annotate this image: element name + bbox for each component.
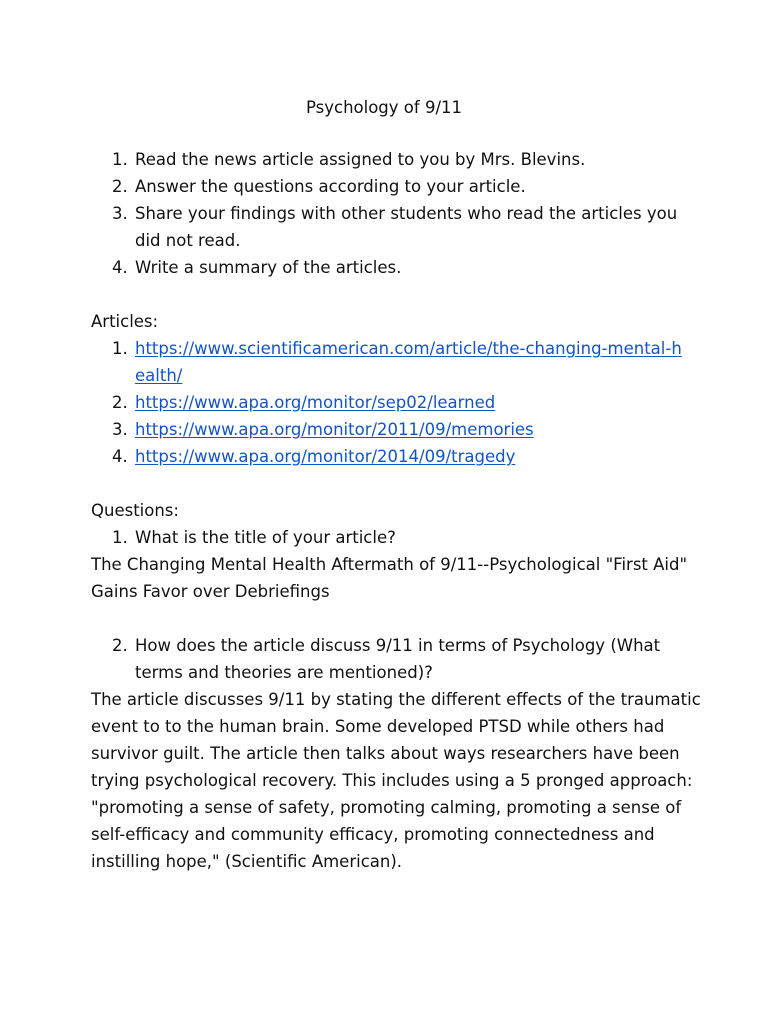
- instruction-text: Write a summary of the articles.: [135, 258, 402, 277]
- instruction-text: Share your findings with other students who read the articles you: [135, 204, 678, 223]
- question-text-continued: terms and theories are mentioned)?: [135, 663, 433, 682]
- article-link-apa-memories[interactable]: https://www.apa.org/monitor/2011/09/memories: [135, 420, 534, 439]
- answer-text: survivor guilt. The article then talks about ways researchers have been: [91, 744, 680, 763]
- answer-text: Gains Favor over Debriefings: [91, 582, 330, 601]
- article-number: 4.: [112, 447, 128, 466]
- question-number: 2.: [112, 636, 128, 655]
- article-number: 1.: [112, 339, 128, 358]
- articles-heading: Articles:: [91, 312, 159, 331]
- instruction-number: 1.: [112, 150, 128, 169]
- instruction-number: 4.: [112, 258, 128, 277]
- answer-text: event to to the human brain. Some developed PTSD while others had: [91, 717, 665, 736]
- instruction-text: Answer the questions according to your article.: [135, 177, 526, 196]
- answer-text: self-efficacy and community efficacy, promoting connectedness and: [91, 825, 655, 844]
- instruction-text: Read the news article assigned to you by Mrs. Blevins.: [135, 150, 586, 169]
- question-text: How does the article discuss 9/11 in terms of Psychology (What: [135, 636, 661, 655]
- answer-text: "promoting a sense of safety, promoting calming, promoting a sense of: [91, 798, 682, 817]
- article-link-apa-tragedy[interactable]: https://www.apa.org/monitor/2014/09/tragedy: [135, 447, 516, 466]
- answer-text: trying psychological recovery. This includes using a 5 pronged approach:: [91, 771, 693, 790]
- questions-heading: Questions:: [91, 501, 179, 520]
- answer-text: instilling hope," (Scientific American).: [91, 852, 403, 871]
- question-text: What is the title of your article?: [135, 528, 396, 547]
- article-number: 2.: [112, 393, 128, 412]
- instruction-number: 3.: [112, 204, 128, 223]
- instruction-number: 2.: [112, 177, 128, 196]
- answer-text: The Changing Mental Health Aftermath of 9/11--Psychological "First Aid": [91, 555, 688, 574]
- article-link-apa-learned[interactable]: https://www.apa.org/monitor/sep02/learned: [135, 393, 496, 412]
- question-number: 1.: [112, 528, 128, 547]
- article-number: 3.: [112, 420, 128, 439]
- instruction-text-continued: did not read.: [135, 231, 241, 250]
- article-link-scientificamerican[interactable]: https://www.scientificamerican.com/article/the-changing-mental-h: [135, 339, 682, 358]
- answer-text: The article discusses 9/11 by stating the different effects of the traumatic: [91, 690, 701, 709]
- article-link-scientificamerican-continued[interactable]: ealth/: [135, 366, 183, 385]
- page-title: Psychology of 9/11: [305, 98, 462, 117]
